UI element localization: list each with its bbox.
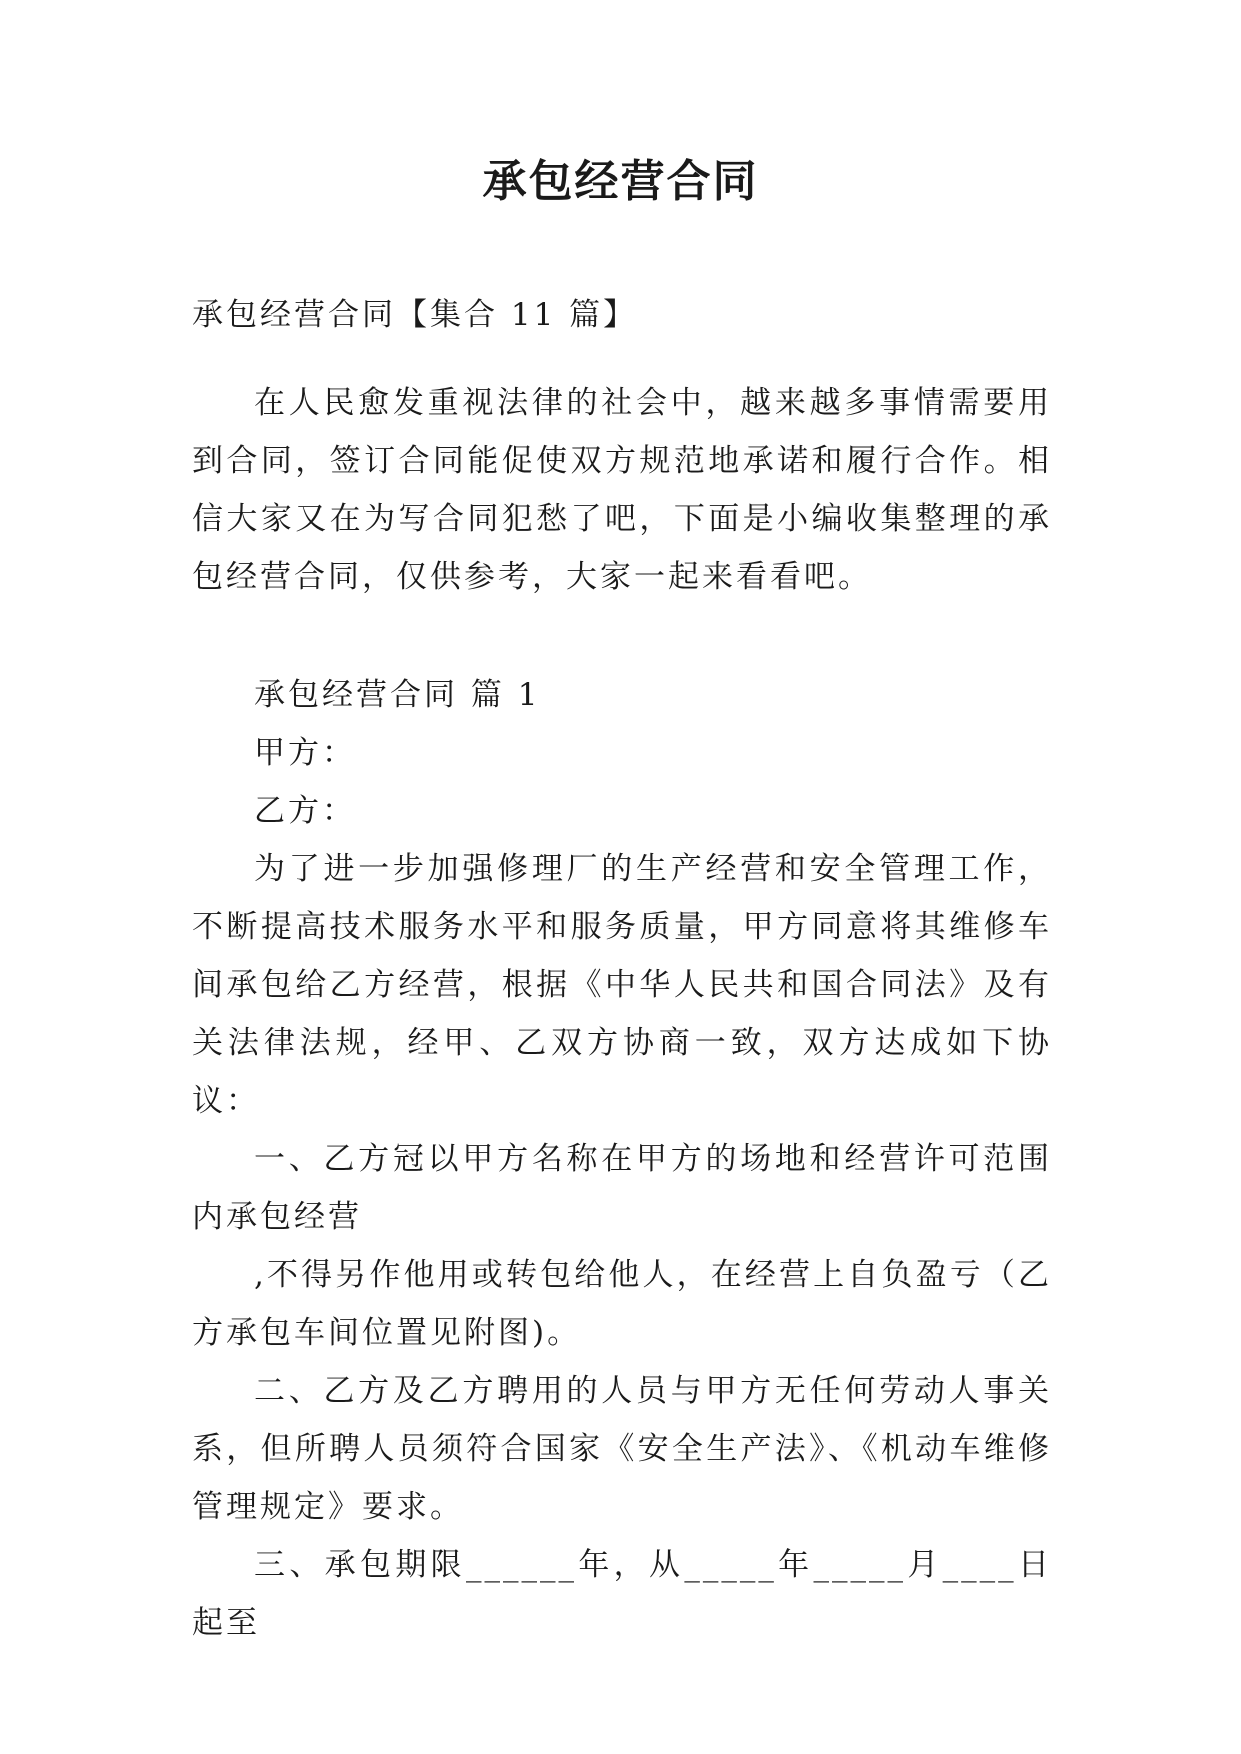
document-subtitle: 承包经营合同【集合 11 篇】 — [192, 297, 638, 333]
party-a-label: 甲方： — [254, 735, 356, 771]
clause-2-paragraph: 二、乙方及乙方聘用的人员与甲方无任何劳动人事关系，但所聘人员须符合国家《安全生产法》、《机动车维修管理规定》要求。 — [192, 1373, 1052, 1525]
section-title: 承包经营合同 篇 1 — [254, 677, 541, 713]
party-b-label: 乙方： — [254, 793, 356, 829]
clause-3-paragraph: 三、承包期限______年，从_____年_____月____日起至 — [192, 1547, 1052, 1641]
preamble-paragraph: 为了进一步加强修理厂的生产经营和安全管理工作，不断提高技术服务水平和服务质量，甲方同意将其维修车间承包给乙方经营，根据《中华人民共和国合同法》及有关法律法规，经甲、乙双方协商一致，双方达成如下协议： — [192, 851, 1052, 1119]
clause-1-continuation: ,不得另作他用或转包给他人，在经营上自负盈亏（乙方承包车间位置见附图)。 — [192, 1257, 1052, 1351]
document-title: 承包经营合同 — [482, 156, 759, 207]
intro-paragraph: 在人民愈发重视法律的社会中，越来越多事情需要用到合同，签订合同能促使双方规范地承诺和履行合作。相信大家又在为写合同犯愁了吧，下面是小编收集整理的承包经营合同，仅供参考，大家一起来看看吧。 — [192, 385, 1052, 595]
document-body — [192, 286, 1052, 1652]
clause-1-paragraph: 一、乙方冠以甲方名称在甲方的场地和经营许可范围内承包经营 — [192, 1141, 1052, 1235]
